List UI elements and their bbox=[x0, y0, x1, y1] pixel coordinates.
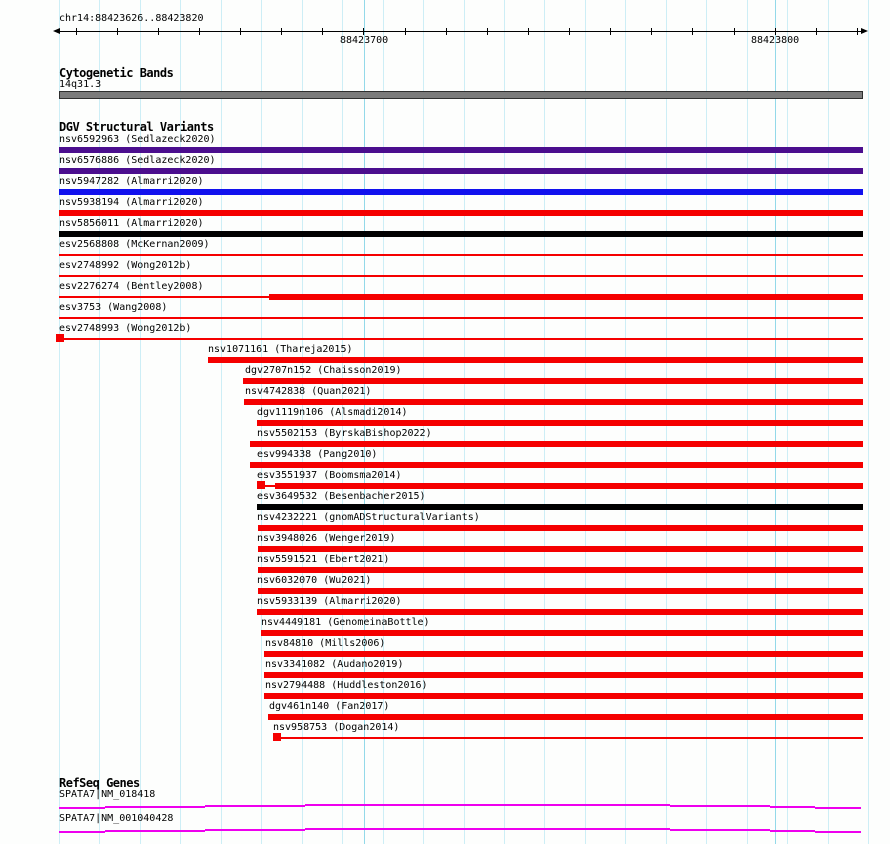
section-title-dgv-structural-variants: DGV Structural Variants bbox=[59, 120, 214, 134]
gene-label[interactable]: SPATA7|NM_018418 bbox=[59, 789, 156, 800]
variant-line[interactable] bbox=[59, 254, 863, 256]
variant-label[interactable]: nsv3341082 (Audano2019) bbox=[265, 659, 404, 670]
variant-label[interactable]: esv3649532 (Besenbacher2015) bbox=[257, 491, 426, 502]
gene-label[interactable]: SPATA7|NM_001040428 bbox=[59, 813, 174, 824]
gene-structure-segment[interactable] bbox=[770, 806, 815, 808]
ruler-tick bbox=[569, 28, 570, 35]
section-title-cytogenetic-bands: Cytogenetic Bands bbox=[59, 66, 174, 80]
ruler-tick bbox=[240, 28, 241, 35]
variant-label[interactable]: nsv5856011 (Almarri2020) bbox=[59, 218, 204, 229]
ruler-tick bbox=[405, 28, 406, 35]
ruler-tick bbox=[446, 28, 447, 35]
variant-bar[interactable] bbox=[258, 525, 863, 531]
variant-bar[interactable] bbox=[261, 630, 863, 636]
variant-label[interactable]: dgv461n140 (Fan2017) bbox=[269, 701, 390, 712]
variant-bar[interactable] bbox=[243, 378, 863, 384]
variant-bar[interactable] bbox=[59, 210, 863, 216]
gene-structure-segment[interactable] bbox=[59, 807, 105, 809]
ruler-tick bbox=[363, 28, 364, 35]
ruler-tick bbox=[651, 28, 652, 35]
gene-structure-segment[interactable] bbox=[105, 806, 205, 808]
variant-line[interactable] bbox=[59, 317, 863, 319]
ruler-tick bbox=[158, 28, 159, 35]
variant-bar[interactable] bbox=[268, 714, 863, 720]
variant-label[interactable]: nsv6576886 (Sedlazeck2020) bbox=[59, 155, 216, 166]
ruler-right-arrow-icon bbox=[861, 28, 868, 34]
variant-label[interactable]: esv2568808 (McKernan2009) bbox=[59, 239, 210, 250]
ruler-tick bbox=[281, 28, 282, 35]
variant-bar[interactable] bbox=[257, 504, 863, 510]
variant-bar[interactable] bbox=[257, 609, 863, 615]
variant-bar[interactable] bbox=[208, 357, 863, 363]
variant-label[interactable]: nsv2794488 (Huddleston2016) bbox=[265, 680, 428, 691]
ruler-tick-label: 88423800 bbox=[751, 35, 800, 46]
ruler-tick bbox=[775, 28, 776, 35]
gridline bbox=[221, 0, 222, 844]
ruler-tick bbox=[734, 28, 735, 35]
section-title-refseq-genes: RefSeq Genes bbox=[59, 776, 140, 790]
variant-bar[interactable] bbox=[250, 441, 863, 447]
ruler-tick bbox=[487, 28, 488, 35]
variant-label[interactable]: esv994338 (Pang2010) bbox=[257, 449, 378, 460]
gene-structure-segment[interactable] bbox=[470, 828, 670, 830]
variant-label[interactable]: esv2748992 (Wong2012b) bbox=[59, 260, 192, 271]
ruler-tick bbox=[610, 28, 611, 35]
variant-label[interactable]: nsv6032070 (Wu2021) bbox=[257, 575, 372, 586]
variant-line[interactable] bbox=[265, 485, 275, 487]
region-title: chr14:88423626..88423820 bbox=[59, 13, 204, 24]
variant-label[interactable]: nsv5933139 (Almarri2020) bbox=[257, 596, 402, 607]
ruler-tick bbox=[816, 28, 817, 35]
variant-bar[interactable] bbox=[59, 231, 863, 237]
ruler-tick bbox=[322, 28, 323, 35]
gene-structure-segment[interactable] bbox=[815, 831, 861, 833]
gene-structure-segment[interactable] bbox=[305, 804, 470, 806]
ruler-tick bbox=[199, 28, 200, 35]
gridline bbox=[868, 0, 869, 844]
variant-bar[interactable] bbox=[244, 399, 863, 405]
gene-structure-segment[interactable] bbox=[205, 829, 305, 831]
variant-label[interactable]: nsv3948026 (Wenger2019) bbox=[257, 533, 396, 544]
variant-label[interactable]: esv3551937 (Boomsma2014) bbox=[257, 470, 402, 481]
variant-bar[interactable] bbox=[59, 168, 863, 174]
variant-line[interactable] bbox=[281, 737, 863, 739]
gene-structure-segment[interactable] bbox=[205, 805, 305, 807]
ruler-axis-line bbox=[59, 31, 861, 32]
variant-bar[interactable] bbox=[264, 693, 863, 699]
variant-bar[interactable] bbox=[258, 588, 863, 594]
ruler-tick bbox=[117, 28, 118, 35]
variant-bar[interactable] bbox=[258, 546, 863, 552]
variant-label[interactable]: esv2276274 (Bentley2008) bbox=[59, 281, 204, 292]
variant-line[interactable] bbox=[64, 338, 863, 340]
gene-structure-segment[interactable] bbox=[59, 831, 105, 833]
variant-bar[interactable] bbox=[264, 672, 863, 678]
variant-label[interactable]: nsv1071161 (Thareja2015) bbox=[208, 344, 353, 355]
gene-structure-segment[interactable] bbox=[305, 828, 470, 830]
ruler-tick-label: 88423700 bbox=[340, 35, 389, 46]
variant-label[interactable]: nsv5591521 (Ebert2021) bbox=[257, 554, 390, 565]
variant-bar[interactable] bbox=[59, 189, 863, 195]
variant-bar[interactable] bbox=[258, 567, 863, 573]
variant-bar[interactable] bbox=[250, 462, 863, 468]
variant-label[interactable]: nsv4742838 (Quan2021) bbox=[245, 386, 372, 397]
cytoband-label: 14q31.3 bbox=[59, 79, 102, 90]
ruler-left-arrow-icon bbox=[53, 28, 60, 34]
variant-bar[interactable] bbox=[275, 483, 863, 489]
variant-label[interactable]: nsv5502153 (ByrskaBishop2022) bbox=[257, 428, 432, 439]
gene-structure-segment[interactable] bbox=[815, 807, 861, 809]
gene-structure-segment[interactable] bbox=[105, 830, 205, 832]
gene-structure-segment[interactable] bbox=[770, 830, 815, 832]
variant-endpoint[interactable] bbox=[257, 481, 265, 489]
variant-label[interactable]: dgv2707n152 (Chaisson2019) bbox=[245, 365, 402, 376]
variant-label[interactable]: nsv4232221 (gnomADStructuralVariants) bbox=[257, 512, 480, 523]
gene-structure-segment[interactable] bbox=[670, 805, 770, 807]
variant-label[interactable]: dgv1119n106 (Alsmadi2014) bbox=[257, 407, 408, 418]
ruler-tick bbox=[857, 28, 858, 35]
gene-structure-segment[interactable] bbox=[470, 804, 670, 806]
variant-line[interactable] bbox=[59, 275, 863, 277]
variant-endpoint[interactable] bbox=[273, 733, 281, 741]
variant-endpoint[interactable] bbox=[56, 334, 64, 342]
variant-label[interactable]: esv2748993 (Wong2012b) bbox=[59, 323, 192, 334]
variant-label[interactable]: nsv84810 (Mills2006) bbox=[265, 638, 386, 649]
variant-label[interactable]: esv3753 (Wang2008) bbox=[59, 302, 168, 313]
ruler-tick bbox=[692, 28, 693, 35]
ruler-tick bbox=[76, 28, 77, 35]
ruler-tick bbox=[528, 28, 529, 35]
variant-label[interactable]: nsv6592963 (Sedlazeck2020) bbox=[59, 134, 216, 145]
variant-label[interactable]: nsv5938194 (Almarri2020) bbox=[59, 197, 204, 208]
variant-bar[interactable] bbox=[257, 420, 863, 426]
cytoband-bar[interactable] bbox=[59, 91, 863, 99]
gene-structure-segment[interactable] bbox=[670, 829, 770, 831]
variant-label[interactable]: nsv958753 (Dogan2014) bbox=[273, 722, 400, 733]
variant-bar[interactable] bbox=[269, 294, 863, 300]
variant-label[interactable]: nsv5947282 (Almarri2020) bbox=[59, 176, 204, 187]
variant-label[interactable]: nsv4449181 (GenomeinaBottle) bbox=[261, 617, 430, 628]
variant-line[interactable] bbox=[59, 296, 269, 298]
variant-bar[interactable] bbox=[264, 651, 863, 657]
variant-bar[interactable] bbox=[59, 147, 863, 153]
